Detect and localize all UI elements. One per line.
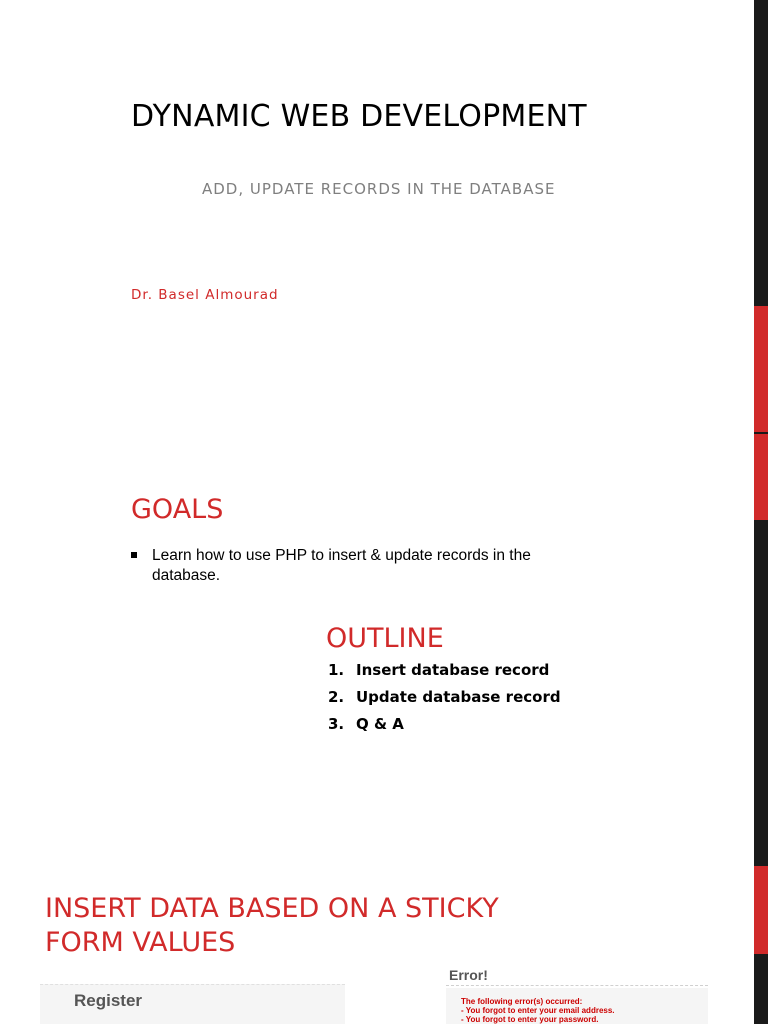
outline-item-label: Insert database record <box>356 661 550 679</box>
error-message: - You forgot to enter your email address. <box>461 1006 615 1015</box>
edge-bar-dark <box>754 954 768 1024</box>
edge-bar-dark <box>754 520 768 866</box>
error-message: - You forgot to enter your password. <box>461 1015 599 1024</box>
deck-author: Dr. Basel Almourad <box>131 287 279 303</box>
edge-bar-dark <box>754 0 768 306</box>
outline-item-number: 3. <box>328 715 345 733</box>
goals-item <box>131 546 571 586</box>
outline-item-label: Update database record <box>356 688 561 706</box>
outline-item-number: 1. <box>328 661 345 679</box>
deck-title: DYNAMIC WEB DEVELOPMENT <box>131 99 587 134</box>
error-heading: Error! <box>449 967 488 983</box>
edge-bar-red <box>754 866 768 954</box>
square-bullet-icon <box>131 552 137 558</box>
outline-item-number: 2. <box>328 688 345 706</box>
goals-item-text: Learn how to use PHP to insert & update records in the database. <box>152 547 531 584</box>
outline-heading: OUTLINE <box>326 623 444 654</box>
error-divider <box>446 985 708 986</box>
deck-subtitle: ADD, UPDATE RECORDS IN THE DATABASE <box>202 180 556 198</box>
outline-item-label: Q & A <box>356 715 404 733</box>
goals-list <box>131 546 571 586</box>
outline-item <box>328 659 561 686</box>
error-message: The following error(s) occurred: <box>461 997 583 1006</box>
edge-bar-red <box>754 306 768 432</box>
insert-slide-heading: INSERT DATA BASED ON A STICKY FORM VALUES <box>45 893 499 958</box>
edge-bar-red <box>754 434 768 520</box>
outline-item <box>328 686 561 713</box>
goals-heading: GOALS <box>131 494 224 525</box>
outline-item <box>328 713 561 740</box>
register-heading: Register <box>74 991 143 1010</box>
error-message-list <box>461 997 615 1024</box>
register-form-screenshot <box>40 984 345 1024</box>
outline-list <box>328 659 561 740</box>
